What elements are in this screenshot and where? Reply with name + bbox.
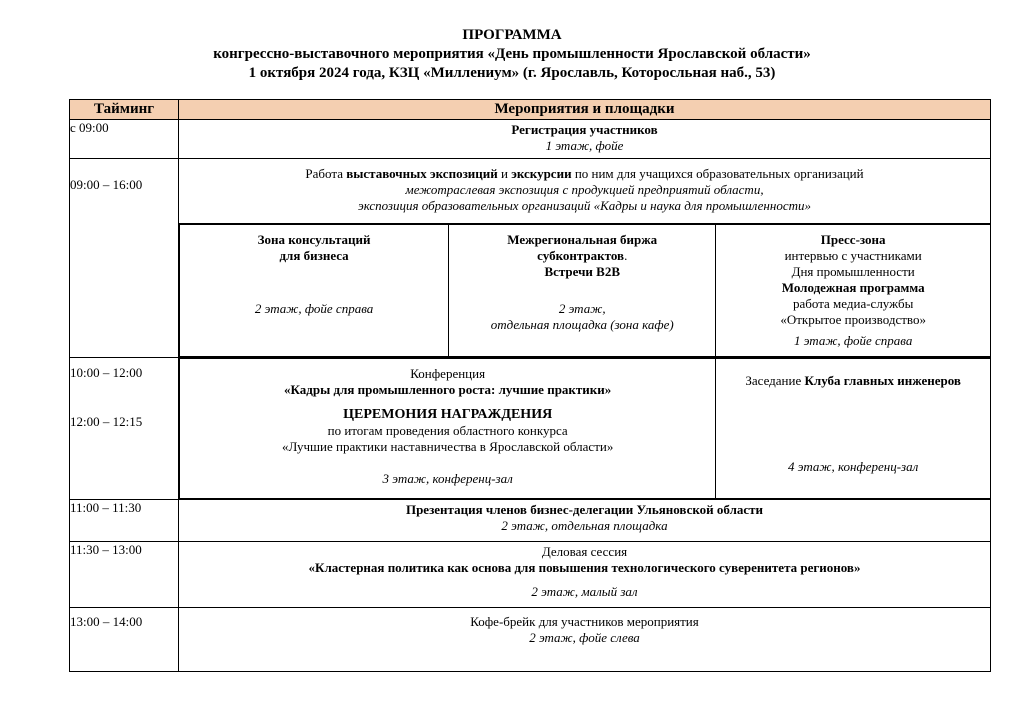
table-row bbox=[70, 224, 991, 358]
col-header-timing: Тайминг bbox=[70, 100, 179, 120]
zone-title: субконтрактов bbox=[537, 248, 625, 263]
zones-table bbox=[179, 224, 990, 357]
zones-cell bbox=[179, 224, 991, 358]
club-cell bbox=[716, 359, 990, 499]
event-title: Кофе-брейк для участников мероприятия bbox=[470, 614, 699, 629]
program-table bbox=[69, 99, 991, 672]
event-title: Регистрация участников bbox=[511, 122, 658, 137]
text-part-bold: Клуба главных инженеров bbox=[804, 373, 961, 388]
document-header bbox=[0, 26, 1024, 83]
event-type: Конференция bbox=[410, 366, 486, 381]
doc-subtitle: конгрессно-выставочного мероприятия «День промышленности Ярославской области» bbox=[213, 46, 811, 62]
event-cell bbox=[179, 542, 991, 608]
doc-title: ПРОГРАММА bbox=[462, 27, 562, 43]
col-header-events: Мероприятия и площадки bbox=[179, 100, 991, 120]
table-row bbox=[70, 500, 991, 542]
event-title: «Кадры для промышленного роста: лучшие практики» bbox=[284, 382, 612, 397]
event-place: 2 этаж, малый зал bbox=[531, 584, 638, 599]
zone-title: Встречи B2B bbox=[544, 264, 621, 279]
event-cell bbox=[179, 120, 991, 159]
time-value: 12:00 – 12:15 bbox=[70, 414, 143, 429]
text-part: по ним для учащихся образовательных организаций bbox=[571, 166, 864, 181]
table-row bbox=[70, 159, 991, 224]
zone-consultations bbox=[180, 225, 449, 357]
time-cell: 11:00 – 11:30 bbox=[70, 500, 179, 542]
table-row bbox=[70, 608, 991, 672]
event-type: Деловая сессия bbox=[541, 544, 628, 559]
table-row bbox=[70, 120, 991, 159]
zone-title: Пресс-зона bbox=[820, 232, 886, 247]
zone-press bbox=[716, 225, 990, 357]
text-part-bold: экскурсии bbox=[511, 166, 572, 181]
zone-title-line bbox=[449, 248, 715, 264]
event-title: «Кластерная политика как основа для повышения технологического суверенитета регионов» bbox=[308, 560, 861, 575]
event-title: Презентация членов бизнес-делегации Ульяновской области bbox=[405, 502, 764, 517]
club-title bbox=[716, 373, 990, 389]
conference-cell bbox=[180, 359, 716, 499]
conference-table bbox=[179, 358, 990, 499]
zone-text: интервью с участниками bbox=[784, 248, 922, 263]
zone-place: 2 этаж, фойе справа bbox=[254, 301, 374, 316]
ceremony-title: ЦЕРЕМОНИЯ НАГРАЖДЕНИЯ bbox=[343, 407, 553, 422]
time-cell: 09:00 – 16:00 bbox=[70, 159, 179, 358]
time-cell: 11:30 – 13:00 bbox=[70, 542, 179, 608]
text-part: Работа bbox=[305, 166, 347, 181]
text-part: и bbox=[497, 166, 512, 181]
event-place: 3 этаж, конференц-зал bbox=[382, 471, 513, 486]
zone-text: «Открытое производство» bbox=[780, 312, 926, 327]
time-cell bbox=[70, 358, 179, 500]
time-value: 10:00 – 12:00 bbox=[70, 365, 143, 380]
table-header-row bbox=[70, 100, 991, 120]
zone-text: Дня промышленности bbox=[791, 264, 915, 279]
text-part-bold: выставочных экспозиций bbox=[346, 166, 498, 181]
event-place: 1 этаж, фойе bbox=[545, 138, 624, 153]
doc-date-venue: 1 октября 2024 года, КЗЦ «Миллениум» (г. Ярославль, Которосльная наб., 53) bbox=[248, 65, 776, 81]
zone-title: Молодежная программа bbox=[781, 280, 925, 295]
event-cell bbox=[179, 608, 991, 672]
zone-title: Межрегиональная биржа bbox=[507, 232, 658, 247]
punct: . bbox=[624, 248, 628, 263]
zone-title: для бизнеса bbox=[279, 248, 349, 263]
text-part: Заседание bbox=[745, 373, 805, 388]
exhibition-line bbox=[179, 166, 990, 182]
exhibition-sub2: экспозиция образовательных организаций «Кадры и наука для промышленности» bbox=[358, 198, 811, 213]
event-cell bbox=[179, 500, 991, 542]
zone-exchange bbox=[449, 225, 716, 357]
exhibition-sub1: межотраслевая экспозиция с продукцией предприятий области, bbox=[405, 182, 764, 197]
zone-title: Зона консультаций bbox=[257, 232, 371, 247]
event-cell bbox=[179, 159, 991, 224]
event-place: 4 этаж, конференц-зал bbox=[788, 459, 919, 474]
event-place: 2 этаж, отдельная площадка bbox=[501, 518, 668, 533]
event-place: 2 этаж, фойе слева bbox=[529, 630, 640, 645]
time-cell: с 09:00 bbox=[70, 120, 179, 159]
table-row bbox=[70, 358, 991, 500]
zone-text: работа медиа-службы bbox=[792, 296, 914, 311]
zone-place: отдельная площадка (зона кафе) bbox=[490, 317, 674, 332]
event-cell bbox=[179, 358, 991, 500]
ceremony-text: «Лучшие практики наставничества в Ярославской области» bbox=[281, 439, 614, 454]
table-row bbox=[70, 542, 991, 608]
zone-place: 2 этаж, bbox=[558, 301, 606, 316]
zone-place: 1 этаж, фойе справа bbox=[793, 333, 913, 348]
time-cell: 13:00 – 14:00 bbox=[70, 608, 179, 672]
ceremony-text: по итогам проведения областного конкурса bbox=[327, 423, 568, 438]
